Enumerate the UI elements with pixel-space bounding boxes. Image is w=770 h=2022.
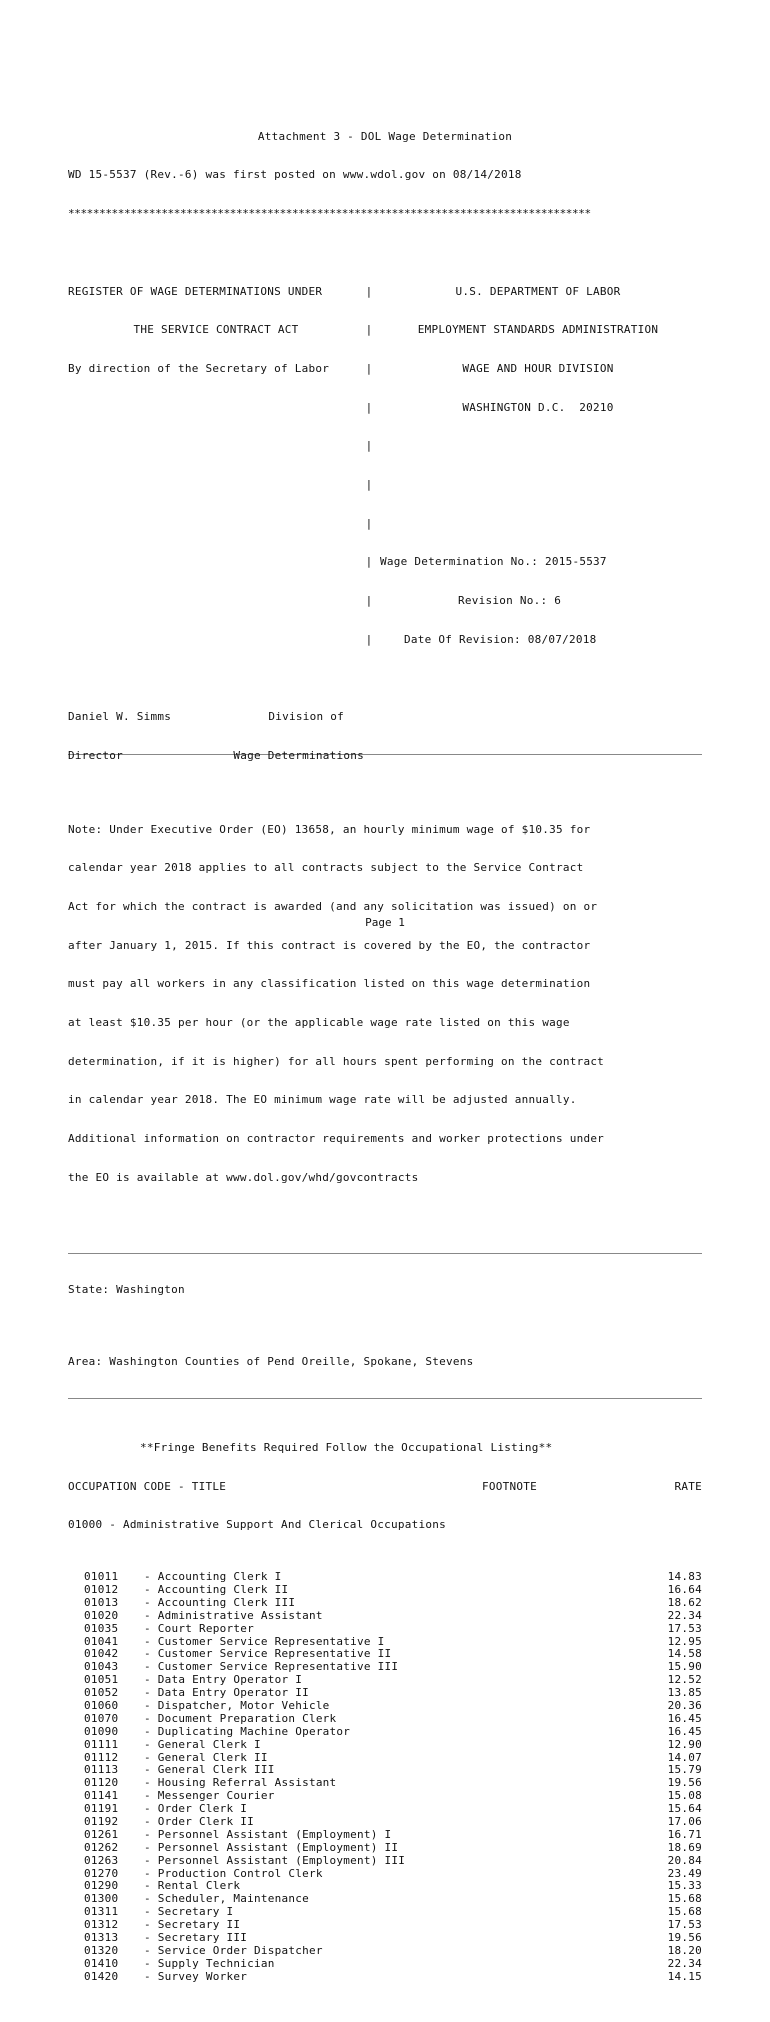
occupation-code: 01041 — [84, 1634, 119, 1648]
occupation-title: - Order Clerk I — [144, 1802, 248, 1816]
occupation-row — [68, 1687, 702, 1700]
occupation-rate: 15.64 — [667, 1802, 702, 1816]
occupation-code: 01113 — [84, 1763, 119, 1777]
revision-date: 08/07/2018 — [527, 633, 597, 646]
occupation-row — [68, 1610, 702, 1623]
occupation-rate: 14.15 — [667, 1969, 702, 1983]
occupation-row — [68, 1752, 702, 1765]
occupation-title: - Secretary II — [144, 1918, 241, 1932]
occupation-row — [68, 1764, 702, 1777]
occupation-row — [68, 1971, 702, 1984]
occupation-title: - Customer Service Representative II — [144, 1647, 392, 1661]
occupation-rate: 17.53 — [667, 1918, 702, 1932]
occupation-rate: 12.90 — [667, 1737, 702, 1751]
column-code-title: OCCUPATION CODE - TITLE — [68, 1479, 227, 1493]
occupation-rate: 13.85 — [667, 1686, 702, 1700]
revision-line — [374, 595, 702, 608]
signer-name: Daniel W. Simms — [68, 711, 172, 724]
occupation-code: 01013 — [84, 1595, 119, 1609]
occupation-code: 01313 — [84, 1931, 119, 1944]
occupation-code: 01060 — [84, 1698, 119, 1712]
occupation-column-headers — [68, 1481, 702, 1494]
header-block — [68, 260, 702, 673]
occupation-code: 01112 — [84, 1750, 119, 1764]
occupation-code: 01270 — [84, 1866, 119, 1880]
occupation-code: 01051 — [84, 1673, 119, 1687]
state-line: State: Washington — [68, 1284, 185, 1297]
occupation-row — [68, 1713, 702, 1726]
occupation-title: - Messenger Courier — [144, 1789, 275, 1803]
occupation-row — [68, 1661, 702, 1674]
occupation-row — [68, 1584, 702, 1597]
occupation-list — [68, 1571, 702, 1984]
revision-number: 6 — [554, 595, 562, 608]
occupation-code: 01300 — [84, 1892, 119, 1906]
occupation-title: - Order Clerk II — [144, 1814, 254, 1828]
occupation-row — [68, 1880, 702, 1893]
occupation-code: 01261 — [84, 1827, 119, 1841]
occupation-code: 01311 — [84, 1905, 119, 1919]
column-footnote: FOOTNOTE — [482, 1479, 537, 1493]
occupation-rate: 14.58 — [667, 1647, 702, 1661]
occupation-rate: 16.45 — [667, 1724, 702, 1738]
occupation-row — [68, 1636, 702, 1649]
occupation-code: 01052 — [84, 1686, 119, 1700]
occupation-title: - Service Order Dispatcher — [144, 1943, 323, 1957]
occupation-rate: 14.83 — [667, 1570, 702, 1584]
occupation-code: 01263 — [84, 1853, 119, 1867]
occupation-title: - General Clerk III — [144, 1763, 275, 1777]
register-block — [68, 260, 364, 673]
revision-date-label: Date Of Revision: — [404, 633, 521, 646]
register-line-3: By direction of the Secretary of Labor — [68, 362, 330, 375]
occupation-rate: 16.45 — [667, 1711, 702, 1725]
occupation-code: 01043 — [84, 1660, 119, 1674]
occupation-row — [68, 1623, 702, 1636]
occupation-row — [68, 1571, 702, 1584]
occupation-title: - Personnel Assistant (Employment) I — [144, 1827, 392, 1841]
occupation-code: 01192 — [84, 1814, 119, 1828]
occupation-title: - Survey Worker — [144, 1969, 248, 1983]
occupation-rate: 14.07 — [667, 1750, 702, 1764]
occupation-title: - Data Entry Operator II — [144, 1686, 309, 1700]
fringe-benefits-note: **Fringe Benefits Required Follow the Occupational Listing** — [140, 1442, 553, 1455]
occupation-title: - Dispatcher, Motor Vehicle — [144, 1698, 330, 1712]
occupation-title: - Accounting Clerk II — [144, 1582, 289, 1596]
occupation-code: 01141 — [84, 1789, 119, 1803]
attachment-title: Attachment 3 - DOL Wage Determination — [257, 130, 513, 143]
occupation-title: - Supply Technician — [144, 1956, 275, 1970]
occupation-group: 01000 - Administrative Support And Clerical Occupations — [68, 1519, 446, 1532]
occupation-rate: 20.36 — [667, 1698, 702, 1712]
divider — [68, 1398, 702, 1399]
register-line-2: THE SERVICE CONTRACT ACT — [133, 324, 299, 337]
occupation-row — [68, 1674, 702, 1687]
agency-line-4: WASHINGTON D.C. 20210 — [462, 401, 614, 414]
occupation-rate: 23.49 — [667, 1866, 702, 1880]
occupation-row — [68, 1855, 702, 1868]
occupation-title: - Customer Service Representative I — [144, 1634, 385, 1648]
area-line: Area: Washington Counties of Pend Oreille, Spokane, Stevens — [68, 1355, 474, 1368]
occupation-code: 01120 — [84, 1776, 119, 1790]
occupation-rate: 15.33 — [667, 1879, 702, 1893]
occupation-code: 01420 — [84, 1969, 119, 1983]
occupation-row — [68, 1958, 702, 1971]
occupation-row — [68, 1816, 702, 1829]
occupation-row — [68, 1803, 702, 1816]
occupation-row — [68, 1700, 702, 1713]
column-rate: RATE — [674, 1479, 702, 1493]
occupation-code: 01111 — [84, 1737, 119, 1751]
occupation-title: - Personnel Assistant (Employment) III — [144, 1853, 406, 1867]
occupation-row — [68, 1919, 702, 1932]
occupation-code: 01290 — [84, 1879, 119, 1893]
occupation-title: - Administrative Assistant — [144, 1608, 323, 1622]
occupation-code: 01320 — [84, 1943, 119, 1957]
occupation-code: 01262 — [84, 1840, 119, 1854]
occupation-rate: 19.56 — [667, 1931, 702, 1944]
occupation-code: 01042 — [84, 1647, 119, 1661]
occupation-rate: 18.20 — [667, 1943, 702, 1957]
wd-number: 2015-5537 — [544, 556, 607, 569]
occupation-rate: 18.69 — [667, 1840, 702, 1854]
occupation-title: - Scheduler, Maintenance — [144, 1892, 309, 1906]
signer-title: Director — [68, 749, 123, 762]
occupation-code: 01011 — [84, 1570, 119, 1584]
occupation-title: - Duplicating Machine Operator — [144, 1724, 351, 1738]
occupation-code: 01410 — [84, 1956, 119, 1970]
occupation-row — [68, 1932, 702, 1945]
occupation-rate: 12.95 — [667, 1634, 702, 1648]
division-of: Division of — [268, 711, 344, 724]
occupation-row — [68, 1648, 702, 1661]
occupation-code: 01312 — [84, 1918, 119, 1932]
occupation-row — [68, 1777, 702, 1790]
occupation-title: - Secretary I — [144, 1905, 234, 1919]
register-line-1: REGISTER OF WAGE DETERMINATIONS UNDER — [68, 285, 323, 298]
occupation-title: - General Clerk II — [144, 1750, 268, 1764]
header-separator: | | | | | | | | | | — [365, 285, 373, 646]
revision-date-line — [374, 634, 702, 647]
occupation-rate: 17.06 — [667, 1814, 702, 1828]
occupation-row — [68, 1790, 702, 1803]
revision-label: Revision No.: — [458, 595, 548, 608]
occupation-rate: 16.71 — [667, 1827, 702, 1841]
occupation-rate: 19.56 — [667, 1776, 702, 1790]
wd-number-label: Wage Determination No.: — [380, 556, 539, 569]
occupation-code: 01020 — [84, 1608, 119, 1622]
occupation-rate: 15.68 — [667, 1905, 702, 1919]
occupation-title: - Customer Service Representative III — [144, 1660, 399, 1674]
agency-line-3: WAGE AND HOUR DIVISION — [462, 362, 614, 375]
wd-number-line — [374, 556, 702, 569]
occupation-rate: 12.52 — [667, 1673, 702, 1687]
wage-determination-text — [68, 92, 702, 2022]
occupation-title: - Accounting Clerk I — [144, 1570, 282, 1584]
occupation-row — [68, 1842, 702, 1855]
occupation-title: - Secretary III — [144, 1931, 248, 1944]
occupation-title: - General Clerk I — [144, 1737, 261, 1751]
occupation-rate: 15.08 — [667, 1789, 702, 1803]
agency-line-1: U.S. DEPARTMENT OF LABOR — [455, 285, 621, 298]
occupation-rate: 16.64 — [667, 1582, 702, 1596]
occupation-rate: 17.53 — [667, 1621, 702, 1635]
occupation-title: - Rental Clerk — [144, 1879, 241, 1893]
occupation-code: 01191 — [84, 1802, 119, 1816]
eo-note: Note: Under Executive Order (EO) 13658, an hourly minimum wage of $10.35 for calendar year 2018 applies to all contracts subject to the Service Contract Act for which the contract is awarded (and any solicitation was issued) on or after January 1, 2015. If this contract is covered by the EO, the contractor must pay all workers in any classification listed on this wage determination at least $10.35 per hour (or the applicable wage rate listed on this wage determination, if it is higher) for all hours spent performing on the contract in calendar year 2018. The EO minimum wage rate will be adjusted annually. Additional information on contractor requirements and worker protections under the EO is available at www.dol.gov/whd/govcontracts — [68, 823, 605, 1184]
occupation-code: 01090 — [84, 1724, 119, 1738]
agency-line-2: EMPLOYMENT STANDARDS ADMINISTRATION — [417, 324, 659, 337]
star-divider: ************************************************************************************ — [68, 208, 591, 221]
occupation-row — [68, 1829, 702, 1842]
occupation-row — [68, 1945, 702, 1958]
divider — [68, 1253, 702, 1254]
occupation-row — [68, 1906, 702, 1919]
occupation-rate: 22.34 — [667, 1956, 702, 1970]
occupation-rate: 15.90 — [667, 1660, 702, 1674]
occupation-rate: 22.34 — [667, 1608, 702, 1622]
occupation-code: 01070 — [84, 1711, 119, 1725]
occupation-rate: 15.79 — [667, 1763, 702, 1777]
occupation-title: - Court Reporter — [144, 1621, 254, 1635]
occupation-code: 01035 — [84, 1621, 119, 1635]
signer-block — [68, 685, 364, 762]
occupation-rate: 20.84 — [667, 1853, 702, 1867]
occupation-row — [68, 1893, 702, 1906]
occupation-code: 01012 — [84, 1582, 119, 1596]
occupation-title: - Document Preparation Clerk — [144, 1711, 337, 1725]
page-number: Page 1 — [365, 916, 405, 929]
occupation-row — [68, 1739, 702, 1752]
occupation-title: - Production Control Clerk — [144, 1866, 323, 1880]
occupation-title: - Data Entry Operator I — [144, 1673, 303, 1687]
occupation-row — [68, 1597, 702, 1610]
occupation-rate: 18.62 — [667, 1595, 702, 1609]
posted-line: WD 15-5537 (Rev.-6) was first posted on www.wdol.gov on 08/14/2018 — [68, 169, 522, 182]
occupation-title: - Personnel Assistant (Employment) II — [144, 1840, 399, 1854]
occupation-title: - Housing Referral Assistant — [144, 1776, 337, 1790]
occupation-title: - Accounting Clerk III — [144, 1595, 296, 1609]
agency-block — [374, 260, 702, 673]
occupation-row — [68, 1726, 702, 1739]
occupation-rate: 15.68 — [667, 1892, 702, 1906]
wage-determinations-label: Wage Determinations — [233, 749, 364, 762]
occupation-row — [68, 1868, 702, 1881]
